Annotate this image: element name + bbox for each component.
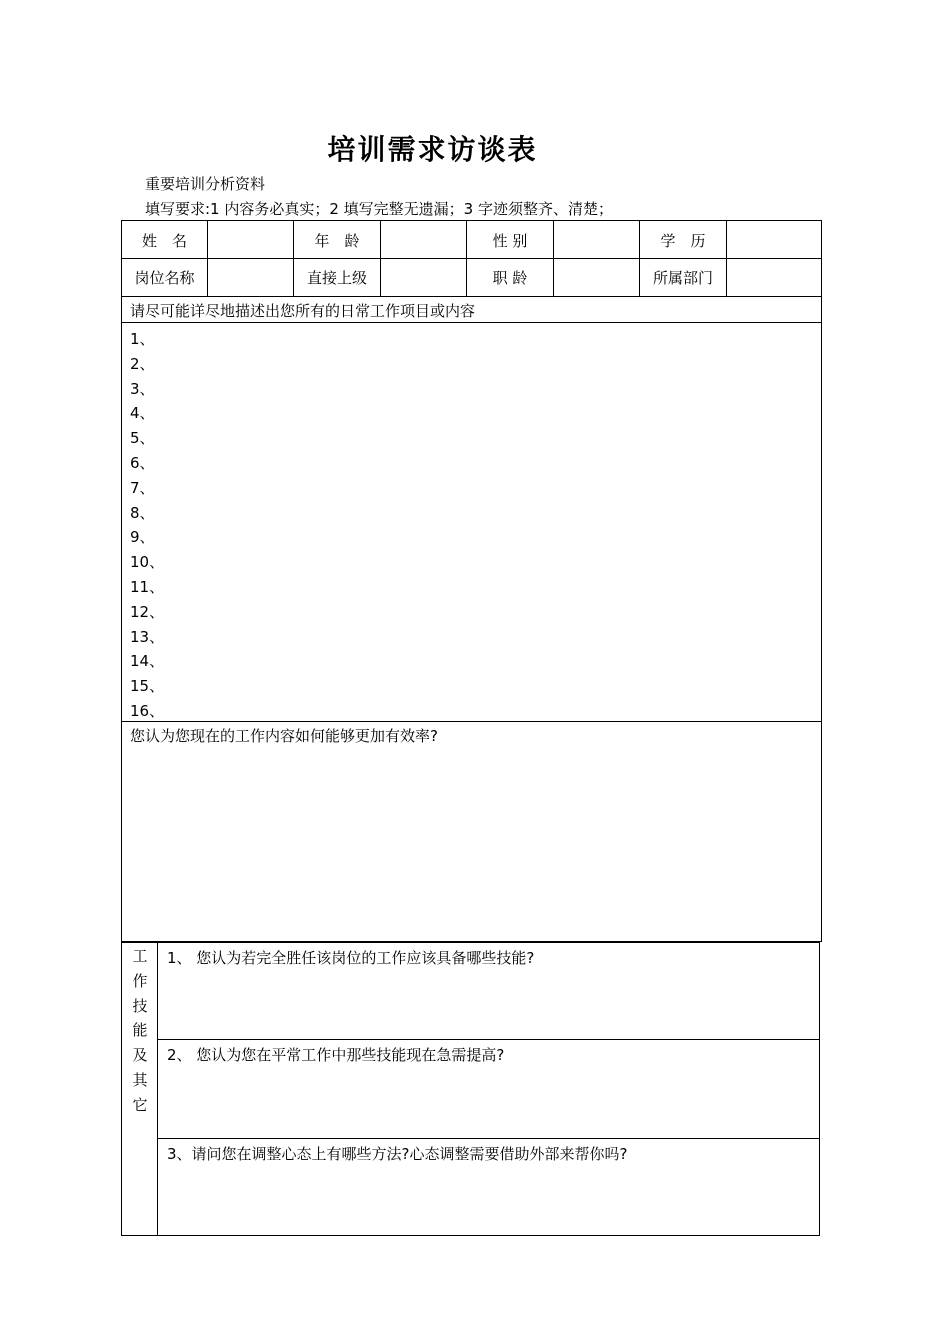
skills-answer-3[interactable] xyxy=(158,1166,819,1235)
skills-answer-2[interactable] xyxy=(158,1067,819,1137)
form-subtitle: 重要培训分析资料 xyxy=(145,175,266,193)
position-label: 岗位名称 xyxy=(122,259,208,296)
list-item[interactable]: 15、 xyxy=(130,677,165,696)
name-field[interactable] xyxy=(208,221,294,259)
gender-field[interactable] xyxy=(554,221,640,259)
label-char: 工 xyxy=(132,947,148,965)
list-item[interactable]: 13、 xyxy=(130,627,165,646)
fill-requirements: 填写要求:1 内容务必真实；2 填写完整无遗漏；3 字迹须整齐、清楚； xyxy=(145,200,613,218)
list-item[interactable]: 16、 xyxy=(130,701,165,720)
tenure-label: 职 龄 xyxy=(467,259,554,296)
skills-answer-1[interactable] xyxy=(158,970,819,1038)
department-field[interactable] xyxy=(727,259,821,296)
label-char: 作 xyxy=(132,971,148,990)
list-item[interactable]: 3、 xyxy=(130,379,155,398)
label-char: 及 xyxy=(132,1046,148,1065)
list-item[interactable]: 12、 xyxy=(130,602,165,621)
supervisor-label: 直接上级 xyxy=(294,259,381,296)
label-char: 其 xyxy=(132,1070,148,1089)
skills-section-label xyxy=(122,944,158,1118)
gender-label: 性 别 xyxy=(467,221,554,259)
department-label: 所属部门 xyxy=(640,259,727,296)
form-title: 培训需求访谈表 xyxy=(327,133,538,166)
work-items-prompt: 请尽可能详尽地描述出您所有的日常工作项目或内容 xyxy=(130,302,476,320)
list-item[interactable]: 5、 xyxy=(130,429,155,448)
label-char: 技 xyxy=(132,996,148,1015)
education-label: 学 历 xyxy=(640,221,727,259)
skills-question-3: 3、请问您在调整心态上有哪些方法?心态调整需要借助外部来帮你吗? xyxy=(167,1145,628,1163)
list-item[interactable]: 14、 xyxy=(130,652,165,671)
work-items-list[interactable] xyxy=(130,327,164,724)
age-label: 年 龄 xyxy=(294,221,381,259)
label-char: 它 xyxy=(132,1095,148,1114)
education-field[interactable] xyxy=(727,221,821,259)
list-item[interactable]: 7、 xyxy=(130,478,155,497)
skills-question-2: 2、 您认为您在平常工作中那些技能现在急需提高? xyxy=(167,1046,505,1064)
tenure-field[interactable] xyxy=(554,259,640,296)
list-item[interactable]: 1、 xyxy=(130,330,155,348)
list-item[interactable]: 6、 xyxy=(130,453,155,472)
efficiency-question: 您认为您现在的工作内容如何能够更加有效率? xyxy=(130,727,438,745)
list-item[interactable]: 9、 xyxy=(130,528,155,547)
supervisor-field[interactable] xyxy=(381,259,467,296)
list-item[interactable]: 8、 xyxy=(130,503,155,522)
list-item[interactable]: 2、 xyxy=(130,354,155,373)
age-field[interactable] xyxy=(381,221,467,259)
list-item[interactable]: 11、 xyxy=(130,577,165,596)
list-item[interactable]: 10、 xyxy=(130,553,165,572)
name-label: 姓 名 xyxy=(122,221,208,259)
list-item[interactable]: 4、 xyxy=(130,404,155,423)
position-field[interactable] xyxy=(208,259,294,296)
efficiency-answer-area[interactable] xyxy=(122,748,821,940)
skills-question-1: 1、 您认为若完全胜任该岗位的工作应该具备哪些技能? xyxy=(167,949,535,967)
label-char: 能 xyxy=(132,1021,148,1040)
